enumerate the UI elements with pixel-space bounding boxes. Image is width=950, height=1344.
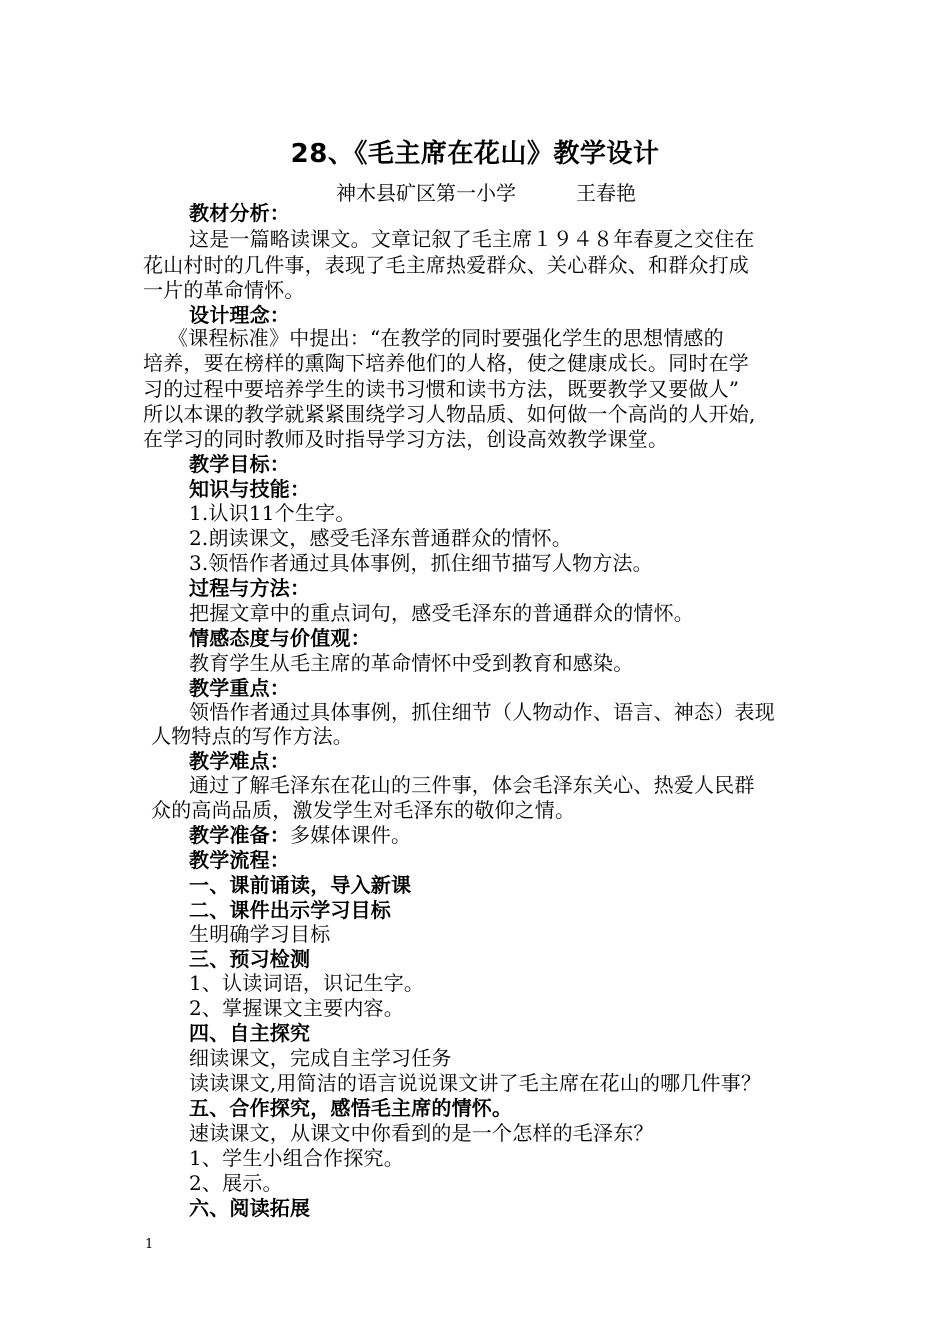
page-title: 28、《毛主席在花山》教学设计 xyxy=(290,139,660,169)
paragraph-line: 细读课文，完成自主学习任务 xyxy=(189,1046,452,1070)
paragraph-line: 读读课文,用简洁的语言说说课文讲了毛主席在花山的哪几件事？ xyxy=(189,1071,762,1095)
list-item: 3.领悟作者通过具体事例，抓住细节描写人物方法。 xyxy=(189,551,653,575)
section-heading-zhishi: 知识与技能： xyxy=(189,477,311,501)
step-heading-3: 三、预习检测 xyxy=(189,947,311,971)
paragraph-line: 通过了解毛泽东在花山的三件事，体会毛泽东关心、热爱人民群 xyxy=(189,773,755,797)
section-heading-liucheng: 教学流程： xyxy=(189,848,290,872)
paragraph-line: 《课程标准》中提出：“在教学的同时要强化学生的思想情感的 xyxy=(168,326,724,350)
paragraph-line: 人物特点的写作方法。 xyxy=(151,724,353,748)
list-item: 2、展示。 xyxy=(189,1171,283,1195)
section-heading-linian: 设计理念： xyxy=(189,303,290,327)
paragraph-line: 花山村时的几件事，表现了毛主席热爱群众、关心群众、和群众打成 xyxy=(143,253,749,277)
page-number: 1 xyxy=(145,1237,154,1252)
paragraph-line: 所以本课的教学就紧紧围绕学习人物品质、如何做一个高尚的人开始, xyxy=(143,402,756,426)
section-heading-nandian: 教学难点： xyxy=(189,749,290,773)
paragraph-line: 习的过程中要培养学生的读书习惯和读书方法，既要教学又要做人” xyxy=(143,377,740,401)
section-heading-zhunbei: 教学准备： xyxy=(189,823,290,847)
paragraph-line: 速读课文，从课文中你看到的是一个怎样的毛泽东？ xyxy=(189,1121,654,1145)
zhunbei-line xyxy=(189,822,411,848)
section-heading-guocheng: 过程与方法： xyxy=(189,576,311,600)
section-heading-qinggan: 情感态度与价值观： xyxy=(189,626,371,650)
section-heading-jiaocai: 教材分析： xyxy=(189,201,290,225)
list-item: 2.朗读课文，感受毛泽东普通群众的情怀。 xyxy=(189,526,573,550)
list-item: 1、认读词语，识记生字。 xyxy=(189,971,425,995)
paragraph-line: 培养，要在榜样的熏陶下培养他们的人格，使之健康成长。同时在学 xyxy=(143,351,749,375)
step-heading-1: 一、课前诵读，导入新课 xyxy=(189,873,412,897)
step-heading-5: 五、合作探究，感悟毛主席的情怀。 xyxy=(189,1096,513,1120)
paragraph-line: 把握文章中的重点词句，感受毛泽东的普通群众的情怀。 xyxy=(189,601,694,625)
list-item: 1.认识11个生字。 xyxy=(189,501,356,525)
paragraph-line: 在学习的同时教师及时指导学习方法，创设高效教学课堂。 xyxy=(143,427,669,451)
paragraph-line: 生明确学习目标 xyxy=(189,922,331,946)
paragraph-line: 教育学生从毛主席的革命情怀中受到教育和感染。 xyxy=(189,651,634,675)
list-item: 2、掌握课文主要内容。 xyxy=(189,996,404,1020)
section-heading-zhongdian: 教学重点： xyxy=(189,676,290,700)
list-item: 1、学生小组合作探究。 xyxy=(189,1146,404,1170)
author-line: 神木县矿区第一小学 王春艳 xyxy=(336,181,636,205)
paragraph-line: 这是一篇略读课文。文章记叙了毛主席１９４８年春夏之交住在 xyxy=(189,227,755,251)
step-heading-4: 四、自主探究 xyxy=(189,1021,311,1045)
paragraph-line: 领悟作者通过具体事例，抓住细节（人物动作、语言、神态）表现 xyxy=(189,700,775,724)
section-heading-mubiao: 教学目标： xyxy=(189,452,290,476)
paragraph-line: 众的高尚品质，激发学生对毛泽东的敬仰之情。 xyxy=(151,798,576,822)
step-heading-2: 二、课件出示学习目标 xyxy=(189,898,391,922)
step-heading-6: 六、阅读拓展 xyxy=(189,1196,311,1220)
zhunbei-text: 多媒体课件。 xyxy=(290,823,412,847)
paragraph-line: 一片的革命情怀。 xyxy=(143,278,305,302)
